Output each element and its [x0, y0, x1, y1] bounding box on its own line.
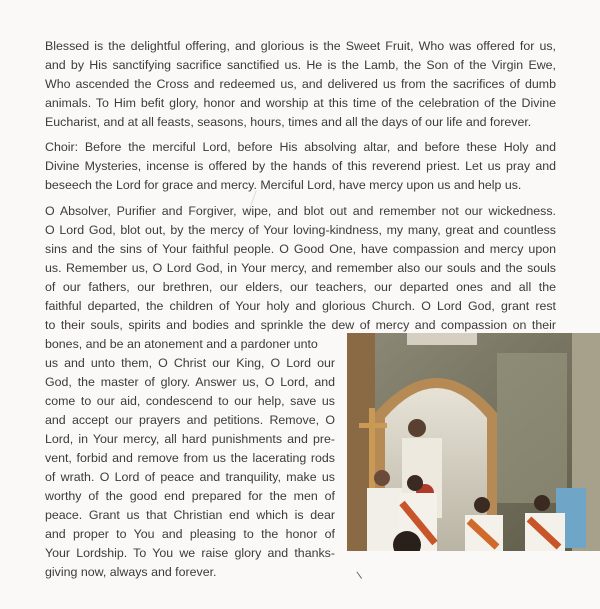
paragraph-absolver-continued	[45, 354, 335, 582]
text-line: animals. To Him befit glory, honor and worship at this time of the celebration of the Divine	[45, 96, 556, 110]
text-line: vent, forbid and remove from us the lacerating rods	[45, 451, 335, 465]
text-line: God, the master of glory. Answer us, O Lord, and	[45, 375, 335, 389]
text-line: of wrath. O Lord of peace and tranquility, make us	[45, 470, 335, 484]
paragraph-blessed	[45, 37, 556, 132]
text-line: bones, and be an atonement and a pardoner unto	[45, 337, 318, 351]
text-line: Divine Mysteries, incense is offered by the hands of this reverend priest. Let us pray and	[45, 159, 556, 173]
text-line: O Lord God, blot out, by the mercy of Your loving-kindness, my many, great and countless	[45, 223, 556, 237]
text-line: O Absolver, Purifier and Forgiver, wipe, and blot out and remember not our wickedness.	[45, 204, 556, 218]
text-line: sins and the sins of Your faithful people. O Good One, have compassion and mercy upon	[45, 242, 556, 256]
text-line: and proper to You and pleasing to the honor of	[45, 527, 335, 541]
text-line: worthy of the good end prepared for the men of	[45, 489, 335, 503]
text-line: of our fathers, our brethren, our elders, our teachers, our departed ones and all the	[45, 280, 556, 294]
scan-mark: \	[356, 569, 364, 583]
paragraph-absolver	[45, 202, 556, 354]
church-liturgy-photo	[347, 333, 600, 551]
text-line: peace. Grant us that Christian end which is dear	[45, 508, 335, 522]
paragraph-choir	[45, 138, 556, 195]
text-line: Choir: Before the merciful Lord, before His absolving altar, and before these Holy and	[45, 140, 556, 154]
text-line: Blessed is the delightful offering, and glorious is the Sweet Fruit, Who was offered for us,	[45, 39, 556, 53]
text-line: and accept our prayers and petitions. Remove, O	[45, 413, 335, 427]
text-line: Eucharist, and at all feasts, seasons, hours, times and all the days of our life and forever.	[45, 115, 532, 129]
text-line: faithful departed, the children of Your holy and glorious Church. O Lord God, grant rest	[45, 299, 556, 313]
text-line: Lord, in Your mercy, all hard punishments and pre-	[45, 432, 335, 446]
text-line: to their souls, spirits and bodies and sprinkle the dew of mercy and compassion on their	[45, 318, 556, 332]
text-line: giving now, always and forever.	[45, 565, 217, 579]
text-line: come to our aid, condescend to our help, save us	[45, 394, 335, 408]
text-line: Your Lordship. To You we raise glory and thanks-	[45, 546, 335, 560]
text-line: and by His sanctifying sacrifice sanctified us. He is the Lamb, the Son of the Virgin Ewe,	[45, 58, 556, 72]
text-line: Who ascended the Cross and redeemed us, and delivered us from the sacrifices of dumb	[45, 77, 556, 91]
text-line: beseech the Lord for grace and mercy. Merciful Lord, have mercy upon us and help us.	[45, 178, 522, 192]
text-line: us and unto them, O Christ our King, O Lord our	[45, 356, 335, 370]
text-line: us. Remember us, O Lord God, in Your mercy, and remember also our souls and the souls	[45, 261, 556, 275]
